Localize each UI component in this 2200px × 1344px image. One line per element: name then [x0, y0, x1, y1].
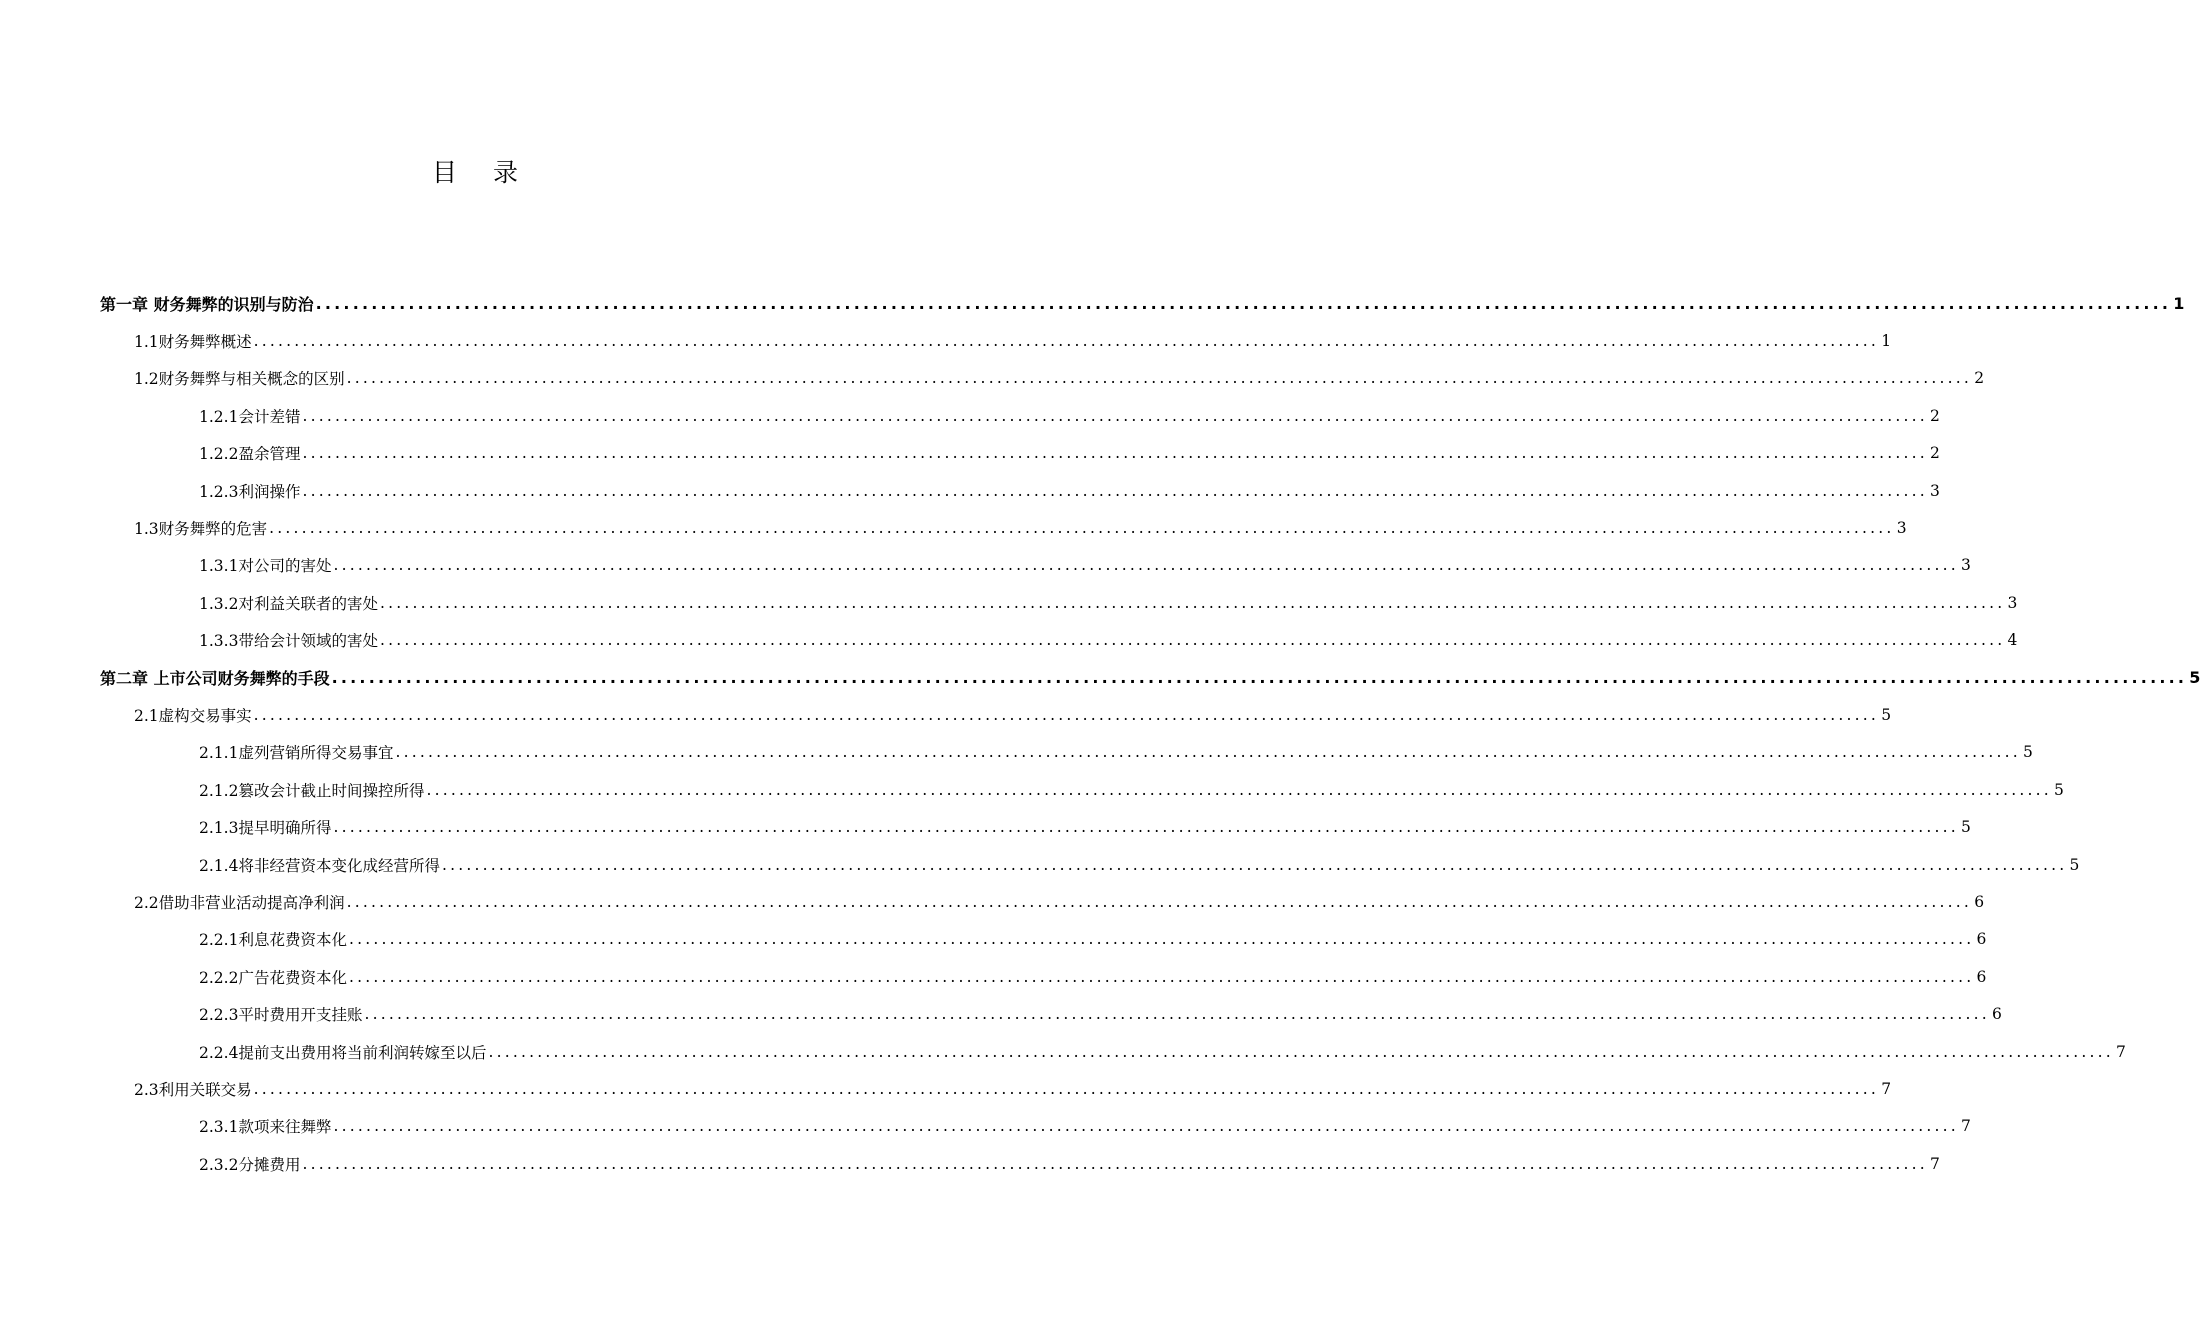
toc-entry-label: 2.1.3提早明确所得: [199, 819, 332, 838]
toc-dot-leader: ........................................................................................................................................................................................................: [253, 705, 1880, 724]
toc-section-entry[interactable]: [100, 883, 1985, 920]
toc-page-number: 5: [2022, 743, 2033, 762]
toc-page-number: 3: [2007, 593, 2018, 612]
toc-page-number: 3: [1960, 556, 1971, 575]
toc-dot-leader: ........................................................................................................................................................................................................: [333, 1117, 1959, 1136]
toc-subsection-entry[interactable]: [100, 808, 1971, 845]
toc-entry-label: 2.1.4将非经营资本变化成经营所得: [199, 856, 440, 875]
toc-subsection-entry[interactable]: [100, 995, 2002, 1032]
toc-entry-label: 1.3.3带给会计领域的害处: [199, 632, 378, 651]
toc-page-number: 5: [1881, 705, 1892, 724]
toc-page-number: 7: [1881, 1079, 1892, 1098]
toc-page-number: 2: [1929, 444, 1940, 463]
toc-page-number: 7: [1929, 1154, 1940, 1173]
toc-dot-leader: ........................................................................................................................................................................................................: [348, 967, 1975, 986]
toc-entry-label: 2.2.3平时费用开支挂账: [199, 1006, 363, 1025]
toc-subsection-entry[interactable]: [100, 734, 2033, 771]
toc-dot-leader: ........................................................................................................................................................................................................: [348, 930, 1975, 949]
toc-page-number: 5: [2189, 668, 2200, 688]
toc-dot-leader: ........................................................................................................................................................................................................: [331, 668, 2188, 688]
toc-page-number: 5: [2069, 855, 2080, 874]
toc-subsection-entry[interactable]: [100, 547, 1971, 584]
toc-entry-label: 2.2借助非营业活动提高净利润: [134, 893, 345, 912]
toc-section-entry[interactable]: [100, 696, 1892, 733]
toc-subsection-entry[interactable]: [100, 771, 2064, 808]
toc-entry-label: 1.2财务舞弊与相关概念的区别: [134, 370, 345, 389]
toc-dot-leader: ........................................................................................................................................................................................................: [426, 780, 2052, 799]
toc-entry-label: 2.2.2广告花费资本化: [199, 968, 347, 987]
toc-page-number: 5: [1960, 818, 1971, 837]
toc-entry-label: 1.3财务舞弊的危害: [134, 520, 268, 539]
toc-dot-leader: ........................................................................................................................................................................................................: [379, 593, 2006, 612]
toc-page-number: 3: [1929, 481, 1940, 500]
toc-section-entry[interactable]: [100, 509, 1907, 546]
toc-entry-label: 2.3利用关联交易: [134, 1080, 252, 1099]
toc-dot-leader: ........................................................................................................................................................................................................: [269, 519, 1895, 538]
toc-dot-leader: ........................................................................................................................................................................................................: [302, 1154, 1928, 1173]
toc-dot-leader: ........................................................................................................................................................................................................: [346, 369, 1973, 388]
toc-section-entry[interactable]: [100, 322, 1892, 359]
toc-dot-leader: ........................................................................................................................................................................................................: [302, 444, 1928, 463]
toc-page-number: 4: [2007, 631, 2018, 650]
toc-page-number: 7: [2115, 1042, 2126, 1061]
toc-subsection-entry[interactable]: [100, 1108, 1971, 1145]
toc-page-number: 5: [2053, 780, 2064, 799]
toc-subsection-entry[interactable]: [100, 1145, 1940, 1182]
toc-dot-leader: ........................................................................................................................................................................................................: [253, 1079, 1880, 1098]
toc-dot-leader: ........................................................................................................................................................................................................: [333, 556, 1959, 575]
toc-page-number: 6: [1991, 1005, 2002, 1024]
toc-entry-label: 1.1财务舞弊概述: [134, 333, 252, 352]
toc-entry-label: 1.2.2盈余管理: [199, 445, 301, 464]
toc-subsection-entry[interactable]: [100, 584, 2018, 621]
toc-entry-label: 2.3.2分摊费用: [199, 1155, 301, 1174]
toc-page-number: 1: [1881, 332, 1892, 351]
toc-subsection-entry[interactable]: [100, 435, 1940, 472]
toc-dot-leader: ........................................................................................................................................................................................................: [302, 406, 1928, 425]
toc-chapter-entry[interactable]: [100, 659, 2200, 696]
toc-entry-label: 2.2.1利息花费资本化: [199, 931, 347, 950]
toc-dot-leader: ........................................................................................................................................................................................................: [333, 818, 1959, 837]
toc-entry-label: 1.3.1对公司的害处: [199, 557, 332, 576]
toc-chapter-entry[interactable]: [100, 285, 2185, 322]
table-of-contents: [100, 285, 2200, 1182]
page-title: 目 录: [432, 158, 532, 187]
toc-entry-label: 2.1虚构交易事实: [134, 706, 252, 725]
toc-dot-leader: ........................................................................................................................................................................................................: [302, 481, 1928, 500]
toc-dot-leader: ........................................................................................................................................................................................................: [253, 332, 1880, 351]
toc-page-number: 2: [1929, 406, 1940, 425]
toc-dot-leader: ........................................................................................................................................................................................................: [395, 743, 2021, 762]
toc-page-number: 6: [1974, 892, 1985, 911]
toc-entry-label: 1.2.1会计差错: [199, 407, 301, 426]
toc-dot-leader: ........................................................................................................................................................................................................: [346, 892, 1973, 911]
toc-section-entry[interactable]: [100, 1070, 1892, 1107]
toc-page-number: 2: [1974, 369, 1985, 388]
toc-dot-leader: ........................................................................................................................................................................................................: [364, 1005, 1990, 1024]
toc-subsection-entry[interactable]: [100, 846, 2080, 883]
toc-dot-leader: ........................................................................................................................................................................................................: [315, 294, 2172, 314]
toc-dot-leader: ........................................................................................................................................................................................................: [379, 631, 2006, 650]
toc-entry-label: 第二章 上市公司财务舞弊的手段: [100, 669, 330, 689]
toc-page-number: 6: [1976, 967, 1987, 986]
toc-dot-leader: ........................................................................................................................................................................................................: [488, 1042, 2114, 1061]
toc-subsection-entry[interactable]: [100, 472, 1940, 509]
toc-dot-leader: ........................................................................................................................................................................................................: [441, 855, 2068, 874]
toc-section-entry[interactable]: [100, 360, 1985, 397]
toc-page-number: 3: [1896, 519, 1907, 538]
toc-entry-label: 2.3.1款项来往舞弊: [199, 1118, 332, 1137]
toc-entry-label: 2.2.4提前支出费用将当前利润转嫁至以后: [199, 1043, 487, 1062]
toc-page-number: 7: [1960, 1117, 1971, 1136]
toc-subsection-entry[interactable]: [100, 1033, 2126, 1070]
toc-subsection-entry[interactable]: [100, 397, 1940, 434]
toc-entry-label: 第一章 财务舞弊的识别与防治: [100, 295, 314, 315]
toc-subsection-entry[interactable]: [100, 958, 1987, 995]
toc-entry-label: 1.3.2对利益关联者的害处: [199, 594, 378, 613]
toc-subsection-entry[interactable]: [100, 622, 2018, 659]
toc-entry-label: 2.1.1虚列营销所得交易事宜: [199, 744, 394, 763]
toc-page-number: 1: [2173, 294, 2185, 314]
toc-subsection-entry[interactable]: [100, 921, 1987, 958]
toc-page-number: 6: [1976, 930, 1987, 949]
toc-entry-label: 2.1.2篡改会计截止时间操控所得: [199, 781, 425, 800]
toc-entry-label: 1.2.3利润操作: [199, 482, 301, 501]
